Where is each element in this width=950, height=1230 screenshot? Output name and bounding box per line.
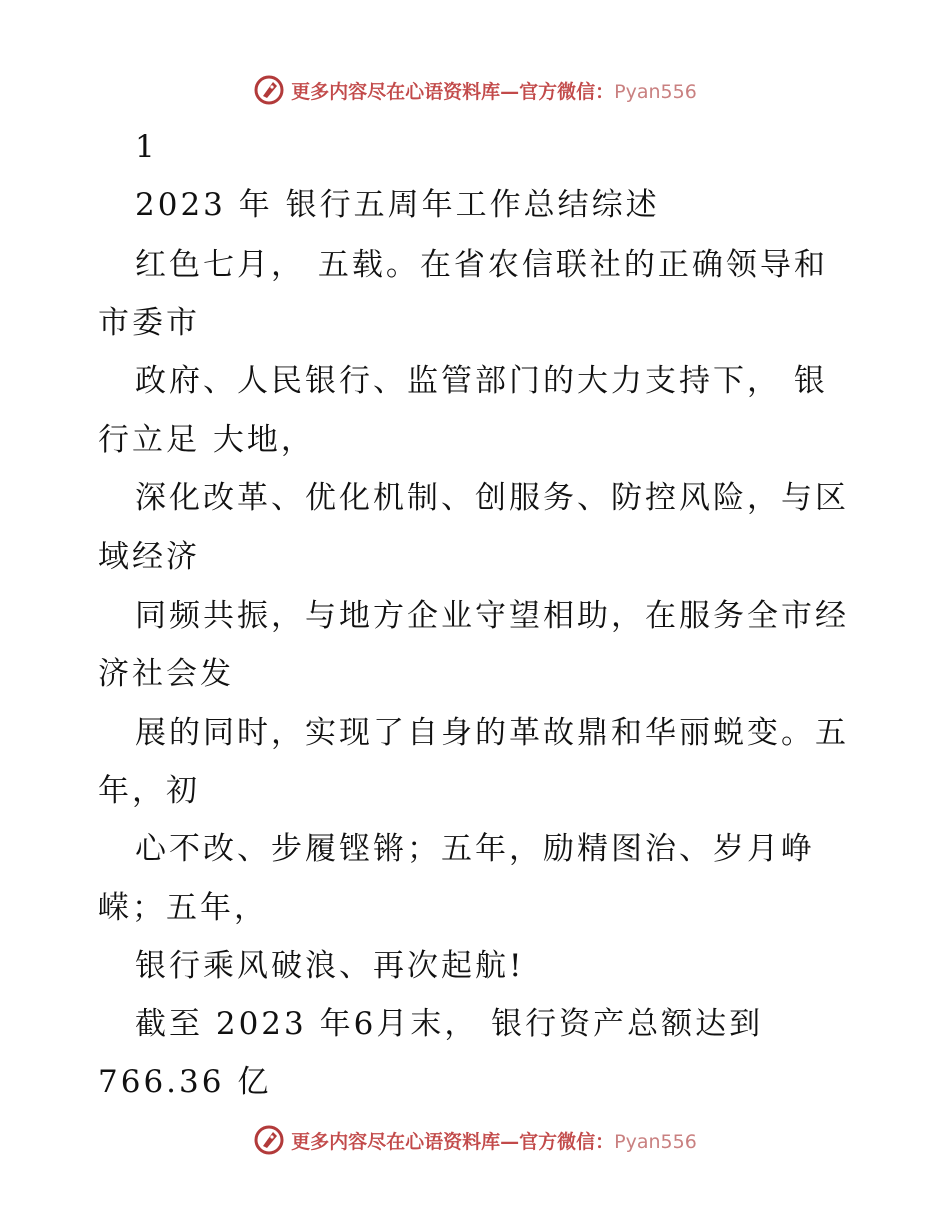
paragraph-line: 深化改革、优化机制、创服务、防控风险，与区 (135, 480, 849, 516)
paragraph-line: 济社会发 (98, 656, 234, 692)
pen-nib-logo (253, 74, 285, 106)
banner-label: 更多内容尽在心语资料库—官方微信： (291, 1130, 615, 1153)
wechat-id: Pyan556 (614, 1130, 697, 1153)
wechat-id: Pyan556 (614, 80, 697, 103)
header-banner (0, 70, 950, 110)
paragraph-line: 766.36 亿 (98, 1064, 272, 1100)
paragraph-line: 银行乘风破浪、再次起航! (135, 948, 525, 984)
paragraph-line: 嵘；五年， (98, 890, 268, 926)
paragraph-line: 年，初 (98, 773, 200, 809)
pen-nib-logo (253, 1124, 285, 1156)
footer-banner (0, 1120, 950, 1160)
banner-text (291, 77, 697, 104)
paragraph-line: 截至 2023 年6月末， 银行资产总额达到 (135, 1006, 764, 1042)
paragraph-line: 心不改、步履铿锵；五年，励精图治、岁月峥 (135, 831, 815, 867)
paragraph-line: 行立足 大地， (98, 422, 315, 458)
paragraph-line: 同频共振，与地方企业守望相助，在服务全市经 (135, 598, 849, 634)
paragraph-line: 市委市 (98, 305, 200, 341)
doc-title: 2023 年 银行五周年工作总结综述 (135, 187, 660, 223)
paragraph-line: 红色七月， 五载。在省农信联社的正确领导和 (135, 247, 828, 283)
paragraph-line: 展的同时，实现了自身的革故鼎和华丽蜕变。五 (135, 715, 849, 751)
paragraph-line: 政府、人民银行、监管部门的大力支持下， 银 (135, 363, 828, 399)
paragraph-line: 域经济 (98, 539, 200, 575)
banner-text (291, 1127, 697, 1154)
page-number: 1 (135, 129, 158, 165)
banner-label: 更多内容尽在心语资料库—官方微信： (291, 80, 615, 103)
